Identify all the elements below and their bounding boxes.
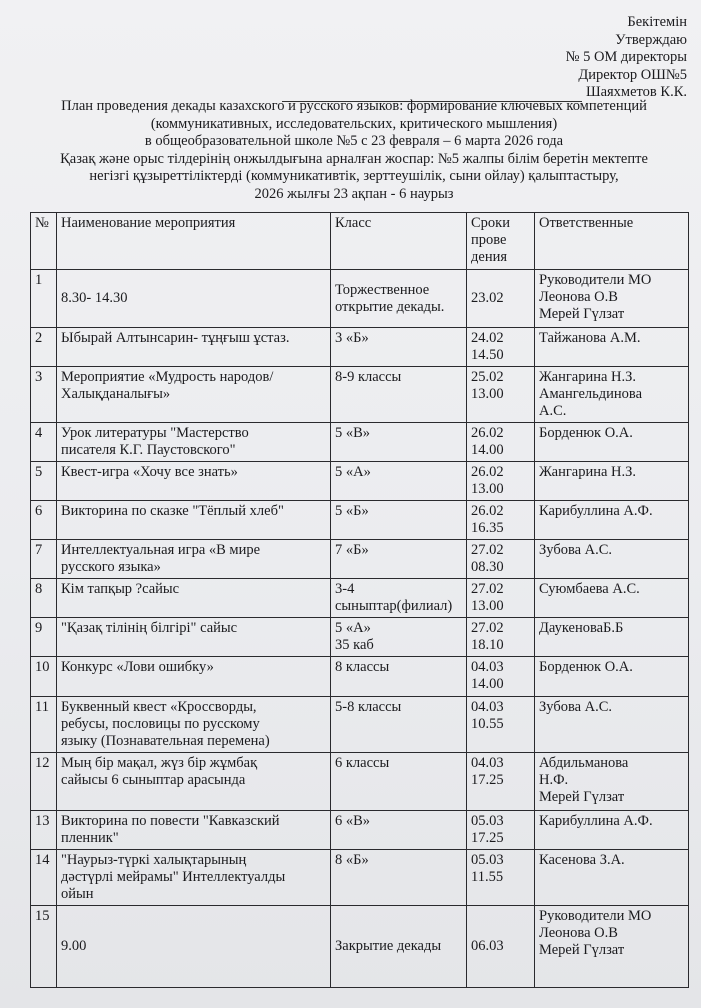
cell-number: 11: [31, 697, 57, 753]
cell-responsible: Руководители МО Леонова О.В Мерей Гүлзат: [535, 906, 689, 988]
cell-number: 14: [31, 850, 57, 906]
cell-class: 8 «Б»: [331, 850, 467, 906]
table-row: [31, 579, 689, 618]
table-row: [31, 462, 689, 501]
cell-event: Конкурс «Лови ошибку»: [57, 657, 331, 697]
cell-class: 8-9 классы: [331, 367, 467, 423]
cell-responsible: Касенова З.А.: [535, 850, 689, 906]
cell-number: 2: [31, 328, 57, 367]
cell-event: Интеллектуальная игра «В мире русского языка»: [57, 540, 331, 579]
cell-class: 5 «А»: [331, 462, 467, 501]
cell-number: 1: [31, 270, 57, 328]
table-row: [31, 657, 689, 697]
table-body: [31, 270, 689, 988]
cell-date: 05.03 11.55: [467, 850, 535, 906]
cell-event: Буквенный квест «Кроссворды, ребусы, пословицы по русскому языку (Познавательная перемена): [57, 697, 331, 753]
cell-responsible: ДаукеноваБ.Б: [535, 618, 689, 657]
cell-number: 4: [31, 423, 57, 462]
header-number: №: [31, 213, 57, 270]
cell-number: 6: [31, 501, 57, 540]
table-row: [31, 811, 689, 850]
approval-block: [282, 14, 687, 102]
title-ru-line-2: (коммуникативных, исследовательских, критического мышления): [150, 115, 558, 132]
document-title: [14, 98, 694, 203]
cell-class: Торжественное открытие декады.: [331, 270, 467, 328]
cell-responsible: Жангарина Н.З. Амангельдинова А.С.: [535, 367, 689, 423]
cell-date: 27.02 08.30: [467, 540, 535, 579]
table-row: [31, 540, 689, 579]
cell-responsible: Абдильманова Н.Ф. Мерей Гүлзат: [535, 753, 689, 811]
table-row: [31, 753, 689, 811]
cell-event: 8.30- 14.30: [57, 270, 331, 328]
cell-class: Закрытие декады: [331, 906, 467, 988]
table-header-row: [31, 213, 689, 270]
cell-date: 06.03: [467, 906, 535, 988]
cell-responsible: Суюмбаева А.С.: [535, 579, 689, 618]
director-name: Шаяхметов К.К.: [585, 84, 687, 100]
cell-date: 24.02 14.50: [467, 328, 535, 367]
cell-class: 5 «А» 35 каб: [331, 618, 467, 657]
cell-class: 6 классы: [331, 753, 467, 811]
header-class: Класс: [331, 213, 467, 270]
cell-class: 8 классы: [331, 657, 467, 697]
cell-event: Урок литературы "Мастерство писателя К.Г. Паустовского": [57, 423, 331, 462]
cell-class: 7 «Б»: [331, 540, 467, 579]
cell-responsible: Зубова А.С.: [535, 540, 689, 579]
cell-responsible: Тайжанова А.М.: [535, 328, 689, 367]
cell-date: 26.02 16.35: [467, 501, 535, 540]
cell-responsible: Жангарина Н.З.: [535, 462, 689, 501]
cell-date: 26.02 13.00: [467, 462, 535, 501]
cell-event: Мың бір мақал, жүз бір жұмбақ сайысы 6 сыныптар арасында: [57, 753, 331, 811]
title-kz-line-1: Қазақ және орыс тілдерінің онжылдығына арналған жоспар: №5 жалпы білім беретін мектепте: [60, 150, 648, 167]
cell-number: 8: [31, 579, 57, 618]
approval-ru: Утверждаю: [615, 31, 687, 48]
approval-kz: Бекітемін: [627, 14, 687, 30]
table-row: [31, 423, 689, 462]
cell-date: 27.02 13.00: [467, 579, 535, 618]
cell-event: 9.00: [57, 906, 331, 988]
cell-number: 3: [31, 367, 57, 423]
table-row: [31, 328, 689, 367]
cell-event: "Наурыз-түркі халықтарының дәстүрлі мейрамы" Интеллектуалды ойын: [57, 850, 331, 906]
cell-date: 04.03 14.00: [467, 657, 535, 697]
events-table: [30, 212, 689, 988]
table-row: [31, 501, 689, 540]
cell-event: Викторина по сказке "Тёплый хлеб": [57, 501, 331, 540]
table-row: [31, 906, 689, 988]
cell-class: 3-4 сыныптар(филиал): [331, 579, 467, 618]
cell-number: 12: [31, 753, 57, 811]
table-row: [31, 618, 689, 657]
cell-event: Викторина по повести "Кавказский пленник": [57, 811, 331, 850]
table-row: [31, 697, 689, 753]
title-kz-line-2: негізгі құзыреттіліктерді (коммуникативтік, зерттеушілік, сыни ойлау) қалыптастыру,: [89, 168, 619, 184]
cell-event: Кім тапқыр ?сайыс: [57, 579, 331, 618]
cell-number: 9: [31, 618, 57, 657]
director-title-kz: № 5 ОМ директоры: [565, 49, 687, 65]
cell-number: 13: [31, 811, 57, 850]
cell-date: 25.02 13.00: [467, 367, 535, 423]
cell-responsible: Карибуллина А.Ф.: [535, 501, 689, 540]
cell-class: 5-8 классы: [331, 697, 467, 753]
director-title-ru: Директор ОШ№5: [578, 66, 687, 83]
cell-responsible: Борденюк О.А.: [535, 423, 689, 462]
cell-number: 10: [31, 657, 57, 697]
cell-responsible: Борденюк О.А.: [535, 657, 689, 697]
table-row: [31, 367, 689, 423]
table-row: [31, 270, 689, 328]
cell-responsible: Руководители МО Леонова О.В Мерей Гүлзат: [535, 270, 689, 328]
cell-responsible: Карибуллина А.Ф.: [535, 811, 689, 850]
header-responsible: Ответственные: [535, 213, 689, 270]
title-ru-line-3: в общеобразовательной школе №5 с 23 февраля – 6 марта 2026 года: [144, 133, 564, 149]
cell-event: Ыбырай Алтынсарин- тұңғыш ұстаз.: [57, 328, 331, 367]
cell-event: Мероприятие «Мудрость народов/ Халықданалығы»: [57, 367, 331, 423]
header-dates: Сроки прове дения: [467, 213, 535, 270]
cell-number: 15: [31, 906, 57, 988]
cell-date: 23.02: [467, 270, 535, 328]
cell-class: 5 «В»: [331, 423, 467, 462]
cell-number: 5: [31, 462, 57, 501]
header-event: Наименование мероприятия: [57, 213, 331, 270]
cell-event: "Қазақ тілінің білгірі" сайыс: [57, 618, 331, 657]
cell-date: 26.02 14.00: [467, 423, 535, 462]
cell-date: 04.03 17.25: [467, 753, 535, 811]
cell-event: Квест-игра «Хочу все знать»: [57, 462, 331, 501]
cell-date: 05.03 17.25: [467, 811, 535, 850]
cell-class: 3 «Б»: [331, 328, 467, 367]
table-row: [31, 850, 689, 906]
cell-date: 04.03 10.55: [467, 697, 535, 753]
cell-responsible: Зубова А.С.: [535, 697, 689, 753]
cell-class: 6 «В»: [331, 811, 467, 850]
title-ru-line-1: План проведения декады казахского и русского языков: формирование ключевых компетенций: [61, 98, 647, 114]
title-kz-line-3: 2026 жылғы 23 ақпан - 6 наурыз: [254, 185, 454, 202]
cell-class: 5 «Б»: [331, 501, 467, 540]
cell-date: 27.02 18.10: [467, 618, 535, 657]
cell-number: 7: [31, 540, 57, 579]
